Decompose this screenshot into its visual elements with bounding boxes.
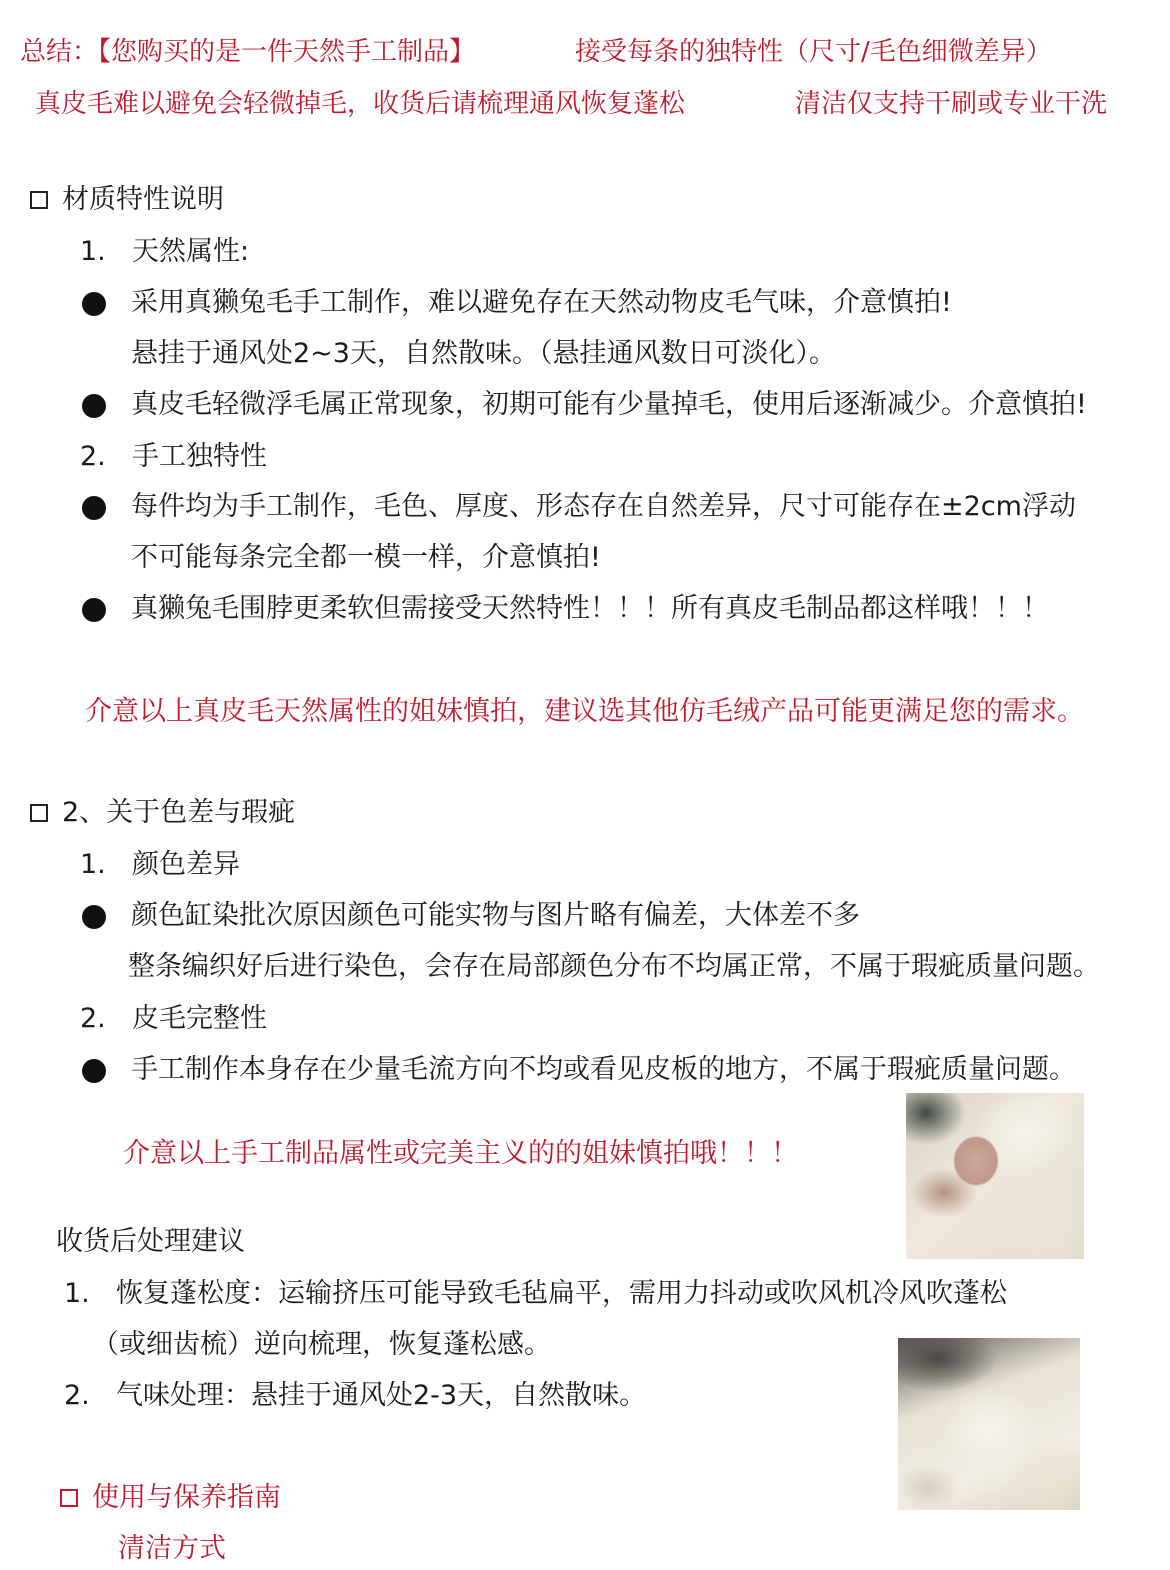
bullet-text-continued: 不可能每条完全都一模一样，介意慎拍! bbox=[131, 542, 601, 573]
item-title: 天然属性: bbox=[132, 236, 250, 267]
section-color-title: 2、关于色差与瑕疵 bbox=[62, 797, 296, 828]
cleaning-method-subtitle: 清洁方式 bbox=[118, 1533, 226, 1564]
bullet-text: 颜色缸染批次原因颜色可能实物与图片略有偏差，大体差不多 bbox=[131, 900, 860, 931]
item-text: 恢复蓬松度：运输挤压可能导致毛毡扁平，需用力抖动或吹风机冷风吹蓬松 bbox=[116, 1278, 1007, 1309]
fur-scarf-photo-hand bbox=[906, 1093, 1084, 1259]
material-warning-note: 介意以上真皮毛天然属性的姐妹慎拍，建议选其他仿毛绒产品可能更满足您的需求。 bbox=[85, 696, 1084, 727]
summary-line-2a: 真皮毛难以避免会轻微掉毛，收货后请梳理通风恢复蓬松 bbox=[35, 89, 686, 119]
item-number: 1. bbox=[80, 849, 106, 880]
item-text-continued: （或细齿梳）逆向梳理，恢复蓬松感。 bbox=[92, 1329, 551, 1360]
bullet-text: 手工制作本身存在少量毛流方向不均或看见皮板的地方，不属于瑕疵质量问题。 bbox=[131, 1054, 1076, 1085]
item-number: 2. bbox=[80, 441, 106, 472]
item-title: 颜色差异 bbox=[132, 849, 240, 880]
bullet-text-continued: 悬挂于通风处2~3天，自然散味。（悬挂通风数日可淡化）。 bbox=[131, 338, 836, 369]
item-number: 1. bbox=[64, 1278, 90, 1309]
after-receipt-title: 收货后处理建议 bbox=[56, 1226, 245, 1257]
bullet-text-continued: 整条编织好后进行染色，会存在局部颜色分布不均属正常，不属于瑕疵质量问题。 bbox=[128, 951, 1100, 982]
section-material-heading bbox=[30, 182, 224, 218]
checkbox-icon bbox=[30, 804, 48, 822]
checkbox-icon bbox=[60, 1489, 78, 1507]
item-number: 1. bbox=[80, 236, 106, 267]
material-item-1 bbox=[80, 234, 249, 270]
color-item-2 bbox=[80, 1001, 267, 1037]
section-care-title: 使用与保养指南 bbox=[92, 1482, 281, 1513]
summary-line-1b: 接受每条的独特性（尺寸/毛色细微差异） bbox=[575, 37, 1052, 67]
bullet-icon bbox=[82, 292, 106, 316]
checkbox-icon bbox=[30, 191, 48, 209]
item-text: 气味处理：悬挂于通风处2-3天，自然散味。 bbox=[116, 1380, 647, 1411]
material-item-2 bbox=[80, 439, 267, 475]
bullet-icon bbox=[82, 598, 106, 622]
bullet-text: 采用真獭兔毛手工制作，难以避免存在天然动物皮毛气味，介意慎拍! bbox=[131, 287, 952, 318]
item-number: 2. bbox=[80, 1003, 106, 1034]
item-title: 手工独特性 bbox=[132, 441, 267, 472]
after-receipt-item-1 bbox=[64, 1276, 1007, 1312]
perfectionist-warning-note: 介意以上手工制品属性或完美主义的的姐妹慎拍哦！！！ bbox=[123, 1138, 798, 1169]
bullet-text: 每件均为手工制作，毛色、厚度、形态存在自然差异，尺寸可能存在±2cm浮动 bbox=[131, 491, 1076, 522]
item-number: 2. bbox=[64, 1380, 90, 1411]
summary-line-2b: 清洁仅支持干刷或专业干洗 bbox=[795, 89, 1108, 119]
bullet-text: 真皮毛轻微浮毛属正常现象，初期可能有少量掉毛，使用后逐渐减少。介意慎拍! bbox=[131, 389, 1087, 420]
color-item-1 bbox=[80, 847, 240, 883]
bullet-icon bbox=[82, 394, 106, 418]
section-care-heading bbox=[60, 1480, 281, 1516]
item-title: 皮毛完整性 bbox=[132, 1003, 267, 1034]
section-color-heading bbox=[30, 795, 295, 831]
bullet-icon bbox=[82, 1059, 106, 1083]
bullet-text: 真獭兔毛围脖更柔软但需接受天然特性！！！所有真皮毛制品都这样哦！！！ bbox=[131, 593, 1049, 624]
bullet-icon bbox=[82, 496, 106, 520]
bullet-icon bbox=[82, 905, 106, 929]
section-material-title: 材质特性说明 bbox=[62, 184, 224, 215]
after-receipt-item-2 bbox=[64, 1378, 646, 1414]
fur-closeup-photo bbox=[898, 1338, 1080, 1510]
summary-line-1a: 总结：【您购买的是一件天然手工制品】 bbox=[20, 37, 476, 67]
